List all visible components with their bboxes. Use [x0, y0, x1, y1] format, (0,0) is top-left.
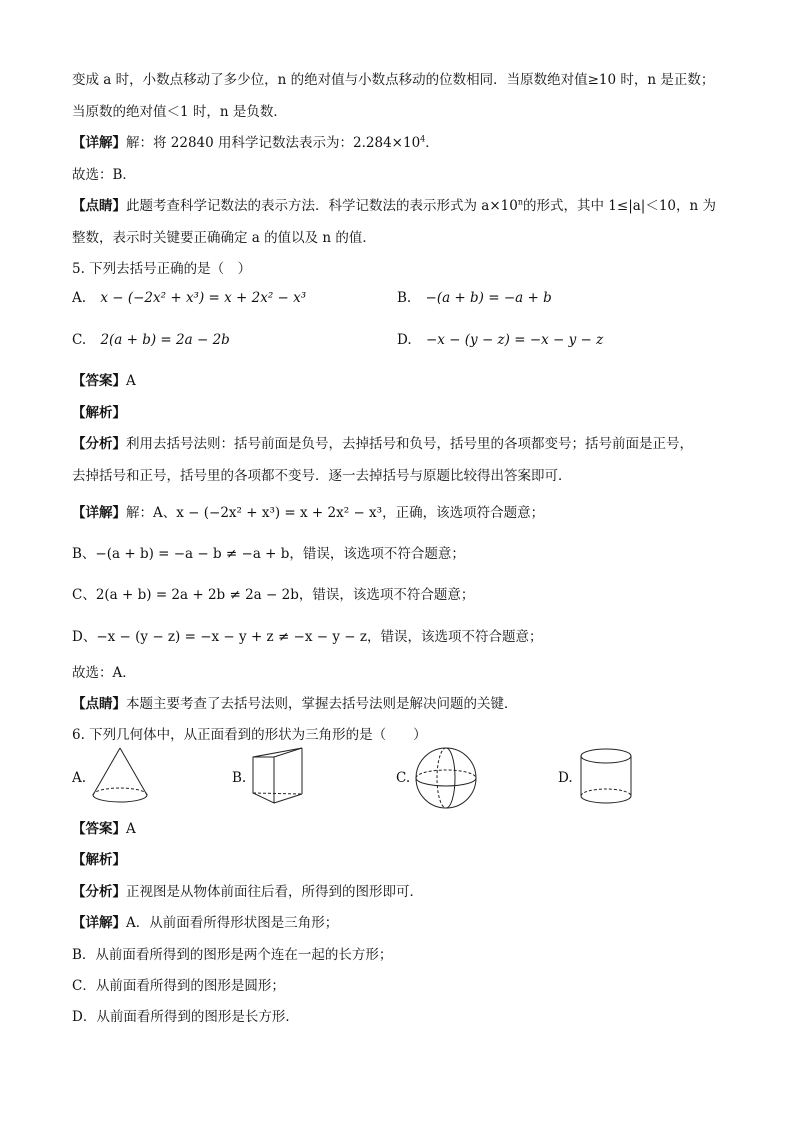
- analyze-text: 利用去括号法则：括号前面是负号，去掉括号和负号，括号里的各项都变号；括号前面是正号，: [126, 436, 693, 452]
- q6-stem: 6. 下列几何体中，从正面看到的形状为三角形的是（ ）: [72, 727, 427, 743]
- q5-detail-b: B、−(a + b) = −a − b ≠ −a + b，错误，该选项不符合题意；: [72, 546, 465, 562]
- option-expr: 2(a + b) = 2a − 2b: [100, 332, 230, 348]
- q6-answer: [72, 817, 136, 837]
- point-text: 本题主要考查了去括号法则，掌握去括号法则是解决问题的关键．: [126, 696, 518, 712]
- q5-stem: 5. 下列去括号正确的是（ ）: [72, 261, 252, 277]
- sphere-figure: [414, 746, 478, 810]
- point-tag: 【点睛】: [72, 696, 126, 712]
- exponent: 4: [420, 134, 426, 144]
- intro-line-2: 当原数的绝对值＜1 时，n 是负数．: [72, 104, 287, 120]
- q6-analysis-tag: 【解析】: [72, 852, 126, 868]
- point-text-2: 的形式，其中 1≤|a|＜10，n 为: [523, 198, 717, 214]
- detail-text: 解：A、x − (−2x² + x³) = x + 2x² − x³，正确，该选项符合题意；: [126, 505, 545, 521]
- q4-point: [72, 194, 716, 214]
- q5-answer: [72, 369, 136, 389]
- option-expr: −(a + b) = −a + b: [425, 290, 552, 306]
- detail-tag: 【详解】: [72, 505, 126, 521]
- detail-text: 解：将 22840 用科学记数法表示为：2.284×10: [126, 135, 421, 151]
- q5-choose: 故选：A．: [72, 665, 136, 681]
- cone-figure: [90, 745, 152, 807]
- analyze-tag: 【分析】: [72, 436, 126, 452]
- detail-text: A．从前面看所得形状图是三角形；: [126, 915, 339, 931]
- answer-value: A: [126, 821, 136, 837]
- exponent: n: [517, 197, 523, 207]
- point-text-1: 此题考查科学记数法的表示方法．科学记数法的表示形式为 a×10: [126, 198, 518, 214]
- option-label: A.: [72, 290, 87, 306]
- q6-option-c-label: C.: [396, 770, 411, 786]
- q6-detail-b: B．从前面看所得到的图形是两个连在一起的长方形；: [72, 947, 393, 963]
- cylinder-figure: [578, 746, 636, 808]
- q5-analyze-1: [72, 432, 693, 452]
- q5-detail-d: D、−x − (y − z) = −x − y + z ≠ −x − y − z，错误，该选项不符合题意；: [72, 629, 543, 645]
- q5-analyze-2: 去掉括号和正号，括号里的各项都不变号．逐一去掉括号与原题比较得出答案即可．: [72, 468, 572, 484]
- q6-option-d-label: D.: [558, 770, 573, 786]
- detail-tag: 【详解】: [72, 915, 126, 931]
- option-expr: x − (−2x² + x³) = x + 2x² − x³: [100, 290, 307, 306]
- option-label: D.: [397, 332, 412, 348]
- q5-point: [72, 692, 518, 712]
- q5-detail-c: C、2(a + b) = 2a + 2b ≠ 2a − 2b，错误，该选项不符合题意；: [72, 587, 475, 603]
- point-tag: 【点睛】: [72, 198, 126, 214]
- q4-detail: [72, 131, 439, 151]
- q4-answer: 故选：B．: [72, 167, 136, 183]
- option-label: B.: [397, 290, 412, 306]
- q5-option-c: [72, 332, 230, 348]
- q5-detail-a: [72, 501, 544, 521]
- q4-point-line-2: 整数，表示时关键要正确确定 a 的值以及 n 的值．: [72, 230, 376, 246]
- answer-tag: 【答案】: [72, 373, 126, 389]
- answer-tag: 【答案】: [72, 821, 126, 837]
- intro-line-1: 变成 a 时，小数点移动了多少位，n 的绝对值与小数点移动的位数相同．当原数绝对值≥10 时，n 是正数；: [72, 72, 715, 88]
- q6-detail-a: [72, 911, 338, 931]
- analyze-tag: 【分析】: [72, 884, 126, 900]
- q5-option-a: [72, 290, 306, 306]
- q5-option-d: [397, 332, 603, 348]
- analyze-text: 正视图是从物体前面往后看，所得到的图形即可．: [126, 884, 423, 900]
- option-label: C.: [72, 332, 87, 348]
- q6-detail-c: C．从前面看所得到的图形是圆形；: [72, 978, 285, 994]
- q5-option-b: [397, 290, 552, 306]
- detail-tag: 【详解】: [72, 135, 126, 151]
- prism-figure: [250, 745, 308, 807]
- detail-end: ．: [425, 135, 439, 151]
- q6-option-a-label: A.: [72, 770, 87, 786]
- option-expr: −x − (y − z) = −x − y − z: [425, 332, 604, 348]
- q6-detail-d: D．从前面看所得到的图形是长方形．: [72, 1009, 299, 1025]
- answer-value: A: [126, 373, 136, 389]
- q6-option-b-label: B.: [232, 770, 247, 786]
- q5-analysis-tag: 【解析】: [72, 405, 126, 421]
- q6-analyze: [72, 880, 423, 900]
